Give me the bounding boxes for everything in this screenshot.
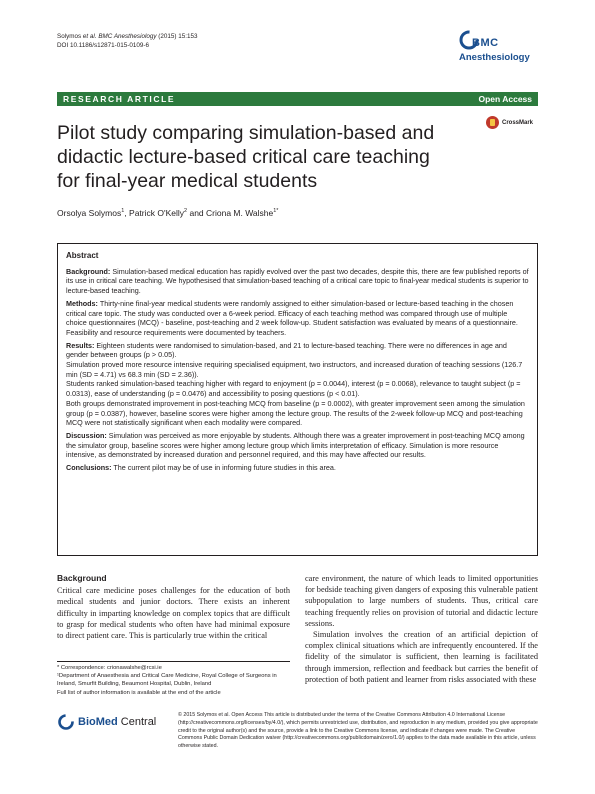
- abstract-results-label: Results:: [66, 340, 95, 350]
- body-column-right: [305, 573, 538, 685]
- abstract-background: [66, 267, 529, 296]
- crossmark-badge[interactable]: [486, 116, 533, 129]
- header-authors: Solymos: [57, 33, 82, 40]
- body-paragraph: Simulation involves the creation of an artificial depiction of complex clinical situations which are infrequently encountered. If the fidelity of the simulator is sufficient, then learning is facilitated through immersion, reflection and feedback but carries the benefit of protection of both patient and learner from risks associated with these: [305, 630, 538, 684]
- abstract-discussion-label: Discussion:: [66, 430, 107, 440]
- header-volume: (2015) 15:153: [158, 33, 198, 40]
- logo-journal-name: Anesthesiology: [459, 52, 530, 63]
- abstract-results-text-1: Eighteen students were randomised to simulation-based, and 21 to lecture-based teaching. There were no differences in age and gender between groups (p > 0.05).: [66, 340, 507, 360]
- abstract-results-text-3: Students ranked simulation-based teaching higher with regard to enjoyment (p = 0.0044), interest (p = 0.0068), relevance to taught subject (p = 0.0313), ease of understanding (p = 0.0476) and accessibility to posing questions (p < 0.01).: [66, 379, 521, 399]
- abstract-discussion-text: Simulation was perceived as more enjoyable by students. Although there was a greater improvement in post-teaching MCQ among the simulator group, baseline scores were higher among lecture group which limits interpretation of efficacy. Simulation is more resource intensive, as demonstrated by increased duration and personnel required, and this may have affected our results.: [66, 430, 525, 460]
- footnote-divider: [57, 661, 290, 662]
- article-type-bar: [57, 92, 538, 106]
- header-doi: DOI 10.1186/s12871-015-0109-6: [57, 42, 149, 49]
- citation-line: [57, 32, 198, 41]
- body-paragraph: care environment, the nature of which leads to limited opportunities for bedside teaching given dangers of exposing this vulnerable patient subpopulation to large numbers of students. Thus, critical care teaching frequently relies on provision of tutorial and didactic lecture sessions.: [305, 574, 538, 628]
- body-paragraph: Critical care medicine poses challenges for the education of both medical students and junior doctors. There exists an inherent difficulty in imparting knowledge on complex topics that are difficult to grasp for medical students who often have had minimal exposure to direct patient care. This is particularly true within the critical: [57, 586, 290, 641]
- abstract-heading: Abstract: [66, 251, 99, 260]
- biomed-central-logo: [57, 713, 156, 731]
- crossmark-icon: [486, 116, 499, 129]
- header-et-al: et al.: [82, 33, 97, 40]
- license-statement: © 2015 Solymos et al. Open Access This article is distributed under the terms of the Creative Commons Attribution 4.0 International License (http://creativecommons.org/licenses/by/4.0/), which permits unrestricted use, distribution, and reproduction in any medium, provided you give appropriate credit to the original author(s) and the source, provide a link to the Creative Commons license, and indicate if changes were made. The Creative Commons Public Domain Dedication waiver (http://creativecommons.org/publicdomain/zero/1.0/) applies to the data made available in this article, unless otherwise stated.: [178, 712, 538, 750]
- abstract-methods-text: Thirty-nine final-year medical students were randomly assigned to either simulation-based or lecture-based teaching in the chosen critical care topic. The study was conducted over a 6-week period. Efficacy of each teaching method was compared through use of multiple choice questionnaires (MCQ) - baseline, post-teaching and 2 week follow-up. Student satisfaction was evaluated by means of a questionnaire. Feasibility and resource requirements were documented by teachers.: [66, 298, 518, 337]
- abstract-background-text: Simulation-based medical education has rapidly evolved over the past two decades, despite this, there are few published reports of its use in critical care teaching. We hypothesised that simulation-based teaching of a critical care topic to final-year medical students is superior to lecture-based teaching.: [66, 266, 529, 296]
- abstract-conclusions: [66, 463, 529, 473]
- abstract-results: [66, 341, 529, 360]
- abstract-conclusions-text: The current pilot may be of use in informing future studies in this area.: [111, 463, 336, 473]
- open-access-label: Open Access: [478, 94, 532, 104]
- author-info-note: Full list of author information is available at the end of the article: [57, 689, 221, 696]
- abstract-discussion: [66, 431, 529, 460]
- author-3: and Criona M. Walshe: [187, 208, 274, 218]
- author-3-affil: 1*: [273, 208, 279, 215]
- logo-brand: BMC: [472, 37, 499, 49]
- section-heading-background: Background: [57, 573, 107, 583]
- body-column-left: [57, 573, 290, 641]
- author-2: , Patrick O'Kelly: [124, 208, 185, 218]
- article-title: Pilot study comparing simulation-based and didactic lecture-based critical care teaching for final-year medical students: [57, 122, 435, 192]
- abstract-background-label: Background:: [66, 266, 111, 276]
- abstract-results-text-4: Both groups demonstrated improvement in post-teaching MCQ from baseline (p = 0.0002), with greater improvement seen among the simulation group (p = 0.0387), however, baseline scores were higher among the lecture group. The results of the 2-week follow-up MCQ and post-teaching MCQ were not statistically significant when each modality were compared.: [66, 398, 525, 428]
- running-header: [57, 32, 198, 50]
- abstract-box: [57, 243, 538, 556]
- author-2-affil: 2: [184, 208, 188, 215]
- footnotes: [57, 664, 290, 697]
- article-type: RESEARCH ARTICLE: [63, 94, 176, 104]
- correspondence-note[interactable]: * Correspondence: crionawalshe@rcsi.ie: [57, 665, 162, 671]
- biomed-wordmark-bio: BioMed: [78, 716, 118, 728]
- abstract-results-text-2: Simulation proved more resource intensive requiring specialised equipment, two instructors, and increased duration of teaching sessions (126.7 min (SD = 4.71) vs 68.3 min (SD = 2.36)).: [66, 360, 523, 379]
- author-1: Orsolya Solymos: [57, 208, 122, 218]
- journal-logo: [458, 27, 548, 77]
- crossmark-label: CrossMark: [502, 119, 534, 126]
- affiliation-note: ¹Department of Anaesthesia and Critical Care Medicine, Royal College of Surgeons in Ireland, Smurfit Building, Beaumont Hospital, Dublin, Ireland: [57, 673, 277, 688]
- header-journal: BMC Anesthesiology: [98, 33, 157, 40]
- abstract-methods-label: Methods:: [66, 298, 98, 308]
- biomed-wordmark-central: Central: [117, 716, 157, 728]
- biomed-central-wordmark: [78, 716, 156, 728]
- author-1-affil: 1: [121, 208, 125, 215]
- biomed-ring-icon: [57, 713, 75, 731]
- abstract-conclusions-label: Conclusions:: [66, 463, 112, 473]
- author-list: [57, 208, 278, 218]
- abstract-methods: [66, 299, 529, 338]
